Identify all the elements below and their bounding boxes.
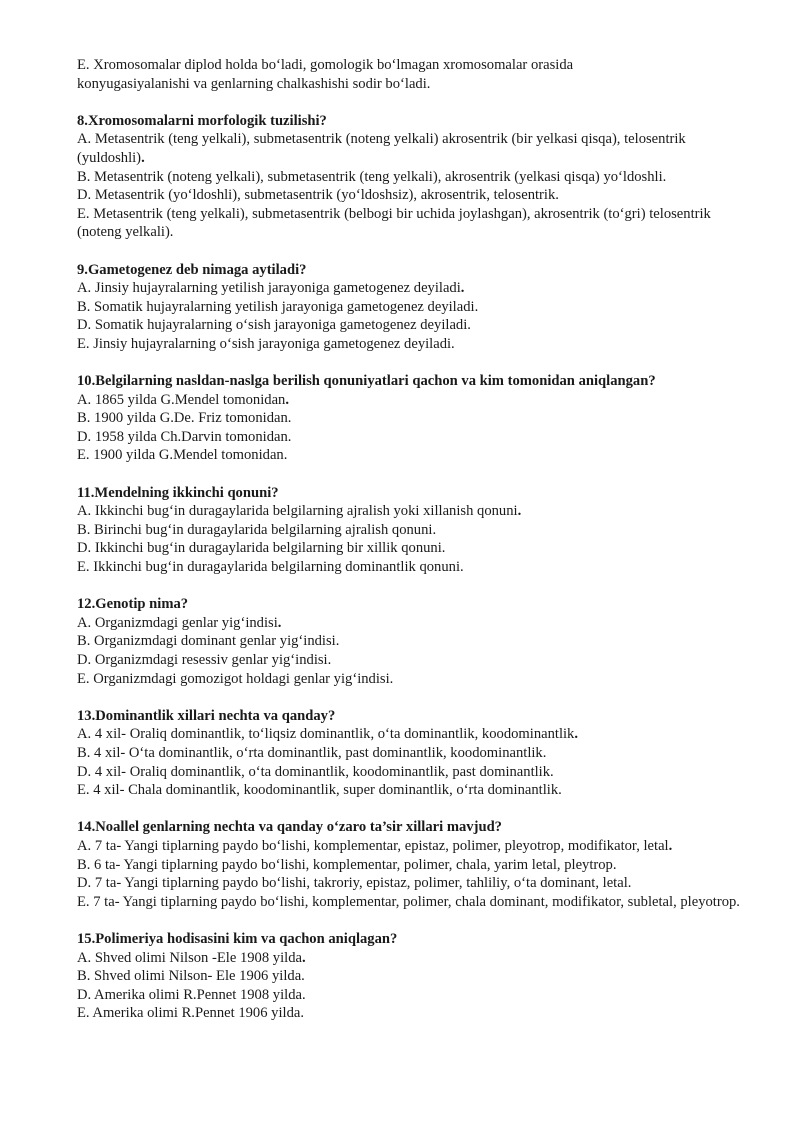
answer-option-text: B. Birinchi bug‘in duragaylarida belgilarning ajralish qonuni.	[77, 521, 437, 538]
answer-option-text: B. 4 xil- O‘ta dominantlik, o‘rta dominantlik, past dominantlik, koodominantlik.	[77, 744, 547, 761]
answer-option	[77, 949, 740, 968]
answer-option-text: B. 1900 yilda G.De. Friz tomonidan.	[77, 410, 292, 427]
answer-option	[77, 502, 740, 521]
intro-line: E. Xromosomalar diplod holda bo‘ladi, gomologik bo‘lmagan xromosomalar orasida	[77, 57, 574, 73]
correct-answer-marker: .	[141, 149, 145, 166]
answer-option-text: D. 7 ta- Yangi tiplarning paydo bo‘lishi, takroriy, epistaz, polimer, tahliliy, o‘ta dominant, letal.	[77, 875, 632, 892]
answer-option	[77, 837, 740, 856]
answer-option-text: A. 7 ta- Yangi tiplarning paydo bo‘lishi, komplementar, epistaz, polimer, pleyotrop, modifikator, letal	[77, 837, 669, 854]
answer-option-text: B. 6 ta- Yangi tiplarning paydo bo‘lishi, komplementar, polimer, chala, yarim letal, pleytrop.	[77, 856, 617, 873]
answer-option-text: E. 1900 yilda G.Mendel tomonidan.	[77, 447, 288, 464]
answer-option-text: B. Metasentrik (noteng yelkali), submetasentrik (teng yelkali), akrosentrik (yelkasi qisqa) yo‘ldoshli.	[77, 168, 667, 185]
answer-option	[77, 521, 740, 540]
answer-option-text: A. 4 xil- Oraliq dominantlik, to‘liqsiz dominantlik, o‘ta dominantlik, koodominantlik	[77, 726, 575, 743]
answer-option	[77, 446, 740, 465]
answer-option	[77, 168, 740, 187]
answer-option	[77, 893, 740, 912]
correct-answer-marker: .	[574, 726, 579, 743]
question-title: 10.Belgilarning nasldan-naslga berilish qonuniyatlari qachon va kim tomonidan aniqlangan?	[77, 373, 656, 390]
question-title: 8.Xromosomalarni morfologik tuzilishi?	[77, 112, 327, 129]
answer-option-text: D. 1958 yilda Ch.Darvin tomonidan.	[77, 428, 292, 445]
answer-option-text: A. Ikkinchi bug‘in duragaylarida belgilarning ajralish yoki xillanish qonuni	[77, 503, 518, 520]
correct-answer-marker: .	[277, 614, 282, 631]
question-block	[77, 484, 740, 577]
answer-option	[77, 409, 740, 428]
answer-option	[77, 130, 740, 167]
answer-option	[77, 316, 740, 335]
answer-option	[77, 205, 740, 242]
question-block	[77, 707, 740, 800]
answer-option-text: D. Ikkinchi bug‘in duragaylarida belgilarning bir xillik qonuni.	[77, 540, 446, 557]
question-title: 11.Mendelning ikkinchi qonuni?	[77, 484, 279, 501]
question-title: 13.Dominantlik xillari nechta va qanday?	[77, 707, 336, 724]
answer-option-text: E. Organizmdagi gomozigot holdagi genlar yig‘indisi.	[77, 670, 394, 687]
answer-option-text: A. Organizmdagi genlar yig‘indisi	[77, 614, 278, 631]
answer-option-text: D. Organizmdagi resessiv genlar yig‘indisi.	[77, 652, 332, 668]
answer-option-text: D. Amerika olimi R.Pennet 1908 yilda.	[77, 986, 306, 1003]
answer-option	[77, 763, 740, 782]
answer-option-text: D. 4 xil- Oraliq dominantlik, o‘ta dominantlik, koodominantlik, past dominantlik.	[77, 763, 554, 780]
answer-option	[77, 651, 740, 670]
question-block	[77, 112, 740, 242]
answer-option-text: D. Metasentrik (yo‘ldoshli), submetasentrik (yo‘ldoshsiz), akrosentrik, telosentrik.	[77, 187, 559, 204]
answer-option-text: B. Shved olimi Nilson- Ele 1906 yilda.	[77, 968, 305, 985]
answer-option-text: B. Somatik hujayralarning yetilish jarayoniga gametogenez deyiladi.	[77, 298, 479, 315]
answer-option-text: A. Jinsiy hujayralarning yetilish jarayoniga gametogenez deyiladi	[77, 280, 461, 297]
answer-option	[77, 539, 740, 558]
question-block	[77, 595, 740, 688]
answer-option	[77, 967, 740, 986]
correct-answer-marker: .	[301, 949, 306, 966]
answer-option	[77, 279, 740, 298]
correct-answer-marker: .	[460, 280, 465, 297]
question-title: 15.Polimeriya hodisasini kim va qachon aniqlagan?	[77, 930, 398, 947]
answer-option	[77, 744, 740, 763]
correct-answer-marker: .	[285, 391, 289, 408]
answer-option-text: E. 4 xil- Chala dominantlik, koodominantlik, super dominantlik, o‘rta dominantlik.	[77, 782, 562, 799]
answer-option	[77, 558, 740, 577]
answer-option-text: E. Amerika olimi R.Pennet 1906 yilda.	[77, 1005, 304, 1022]
answer-option	[77, 391, 740, 410]
answer-option	[77, 632, 740, 651]
intro-line: konyugasiyalanishi va genlarning chalkashishi sodir bo‘ladi.	[77, 75, 431, 92]
intro-option-text	[77, 56, 740, 93]
answer-option-text: B. Organizmdagi dominant genlar yig‘indisi.	[77, 633, 340, 650]
answer-option	[77, 1004, 740, 1023]
answer-option-text: A. Shved olimi Nilson -Ele 1908 yilda	[77, 949, 302, 966]
question-title: 14.Noallel genlarning nechta va qanday o‘zaro ta’sir xillari mavjud?	[77, 819, 502, 836]
question-title: 12.Genotip nima?	[77, 596, 189, 613]
answer-option	[77, 856, 740, 875]
question-list	[77, 112, 740, 1023]
answer-option-text: A. 1865 yilda G.Mendel tomonidan	[77, 391, 286, 408]
answer-option	[77, 186, 740, 205]
question-block	[77, 372, 740, 465]
answer-option	[77, 335, 740, 354]
answer-option	[77, 986, 740, 1005]
answer-option	[77, 298, 740, 317]
answer-option-text: E. Ikkinchi bug‘in duragaylarida belgilarning dominantlik qonuni.	[77, 559, 464, 576]
correct-answer-marker: .	[517, 503, 522, 520]
answer-option	[77, 781, 740, 800]
answer-option-text: D. Somatik hujayralarning o‘sish jarayoniga gametogenez deyiladi.	[77, 317, 471, 334]
answer-option	[77, 428, 740, 447]
answer-option	[77, 614, 740, 633]
answer-option	[77, 874, 740, 893]
answer-option	[77, 670, 740, 689]
answer-option-text: E. Metasentrik (teng yelkali), submetasentrik (belbogi bir uchida joylashgan), akrosentrik (to‘gri) telosentrik (noteng yelkali).	[77, 205, 711, 241]
question-block	[77, 818, 740, 911]
question-block	[77, 261, 740, 354]
question-title: 9.Gametogenez deb nimaga aytiladi?	[77, 261, 307, 278]
answer-option-text: A. Metasentrik (teng yelkali), submetasentrik (noteng yelkali) akrosentrik (bir yelkasi qisqa), telosentrik (yuldoshli)	[77, 131, 686, 166]
answer-option-text: E. Jinsiy hujayralarning o‘sish jarayoniga gametogenez deyiladi.	[77, 335, 455, 352]
answer-option	[77, 725, 740, 744]
question-block	[77, 930, 740, 1023]
correct-answer-marker: .	[668, 837, 673, 854]
answer-option-text: E. 7 ta- Yangi tiplarning paydo bo‘lishi, komplementar, polimer, chala dominant, modifikator, subletal, pleyotrop.	[77, 893, 740, 910]
